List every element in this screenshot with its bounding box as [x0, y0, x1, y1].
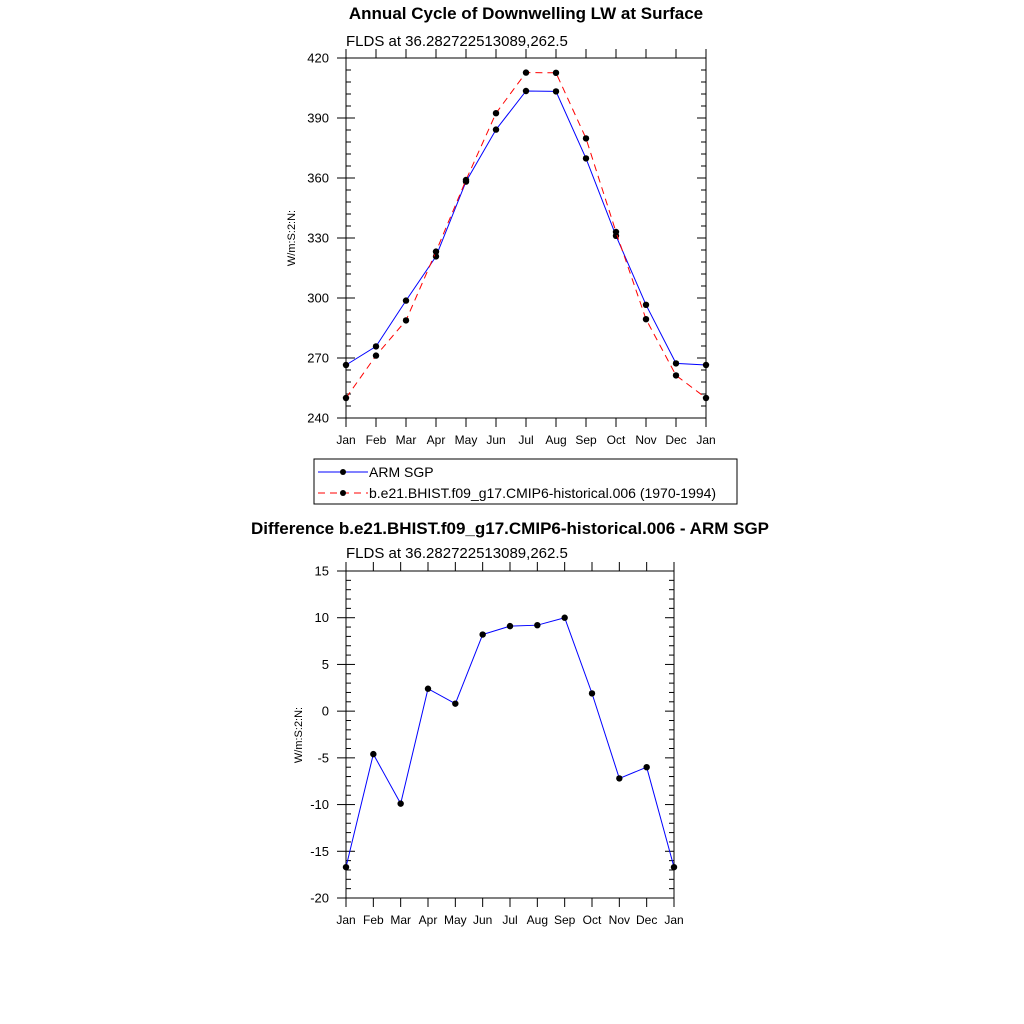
x-tick-label: Aug: [526, 913, 549, 927]
series-1-point: [553, 70, 559, 76]
x-tick-label: Apr: [418, 913, 438, 927]
series-0-point: [397, 800, 403, 806]
series-0-point: [452, 700, 458, 706]
difference-panel: [251, 519, 769, 927]
x-tick-label: Jun: [486, 433, 506, 447]
y-tick-label: -10: [310, 797, 329, 813]
series-0-point: [643, 764, 649, 770]
x-tick-label: May: [454, 433, 478, 447]
series-1-point: [643, 316, 649, 322]
legend-marker-arm-sgp: [340, 469, 346, 475]
series-0-point: [673, 360, 679, 366]
x-tick-label: Sep: [553, 913, 576, 927]
y-tick-label: 390: [307, 110, 329, 126]
x-tick-label: Nov: [608, 913, 631, 927]
series-0-point: [343, 362, 349, 368]
plot-frame: [346, 58, 706, 418]
series-1-point: [343, 395, 349, 401]
chart-title: Annual Cycle of Downwelling LW at Surface: [348, 4, 704, 23]
series-1-point: [583, 135, 589, 141]
x-tick-label: Jan: [336, 913, 356, 927]
y-tick-label: 10: [314, 610, 329, 626]
series-0-point: [583, 155, 589, 161]
series-0-point: [370, 751, 376, 757]
x-tick-label: Mar: [395, 433, 417, 447]
y-tick-label: 330: [307, 230, 329, 246]
x-tick-label: Jan: [696, 433, 716, 447]
y-tick-label: 300: [307, 290, 329, 306]
y-tick-label: -5: [317, 750, 329, 766]
x-tick-label: Jul: [502, 913, 518, 927]
series-0-point: [343, 864, 349, 870]
y-tick-label: 0: [321, 703, 329, 719]
series-0-point: [553, 88, 559, 94]
x-tick-label: Nov: [635, 433, 657, 447]
legend-marker-model: [340, 490, 346, 496]
y-tick-label: 240: [307, 410, 329, 426]
series-1-point: [463, 177, 469, 183]
legend: [314, 459, 737, 504]
series-1-point: [673, 372, 679, 378]
series-0-point: [643, 302, 649, 308]
x-tick-label: Aug: [545, 433, 567, 447]
plot-area: [310, 562, 683, 927]
y-tick-label: 270: [307, 350, 329, 366]
series-0-point: [493, 126, 499, 132]
series-line-0: [346, 618, 674, 867]
series-1-point: [403, 317, 409, 323]
x-tick-label: Oct: [582, 913, 602, 927]
x-tick-label: Jun: [472, 913, 493, 927]
series-1-point: [373, 352, 379, 358]
x-tick-label: Jul: [518, 433, 534, 447]
series-0-point: [523, 88, 529, 94]
series-0-point: [671, 864, 677, 870]
x-tick-label: Oct: [606, 433, 626, 447]
x-tick-label: Dec: [635, 913, 658, 927]
x-tick-label: Jan: [336, 433, 356, 447]
plot-frame: [346, 571, 674, 898]
y-axis-label: W/m:S:2:N:: [293, 706, 305, 764]
series-line-1: [346, 73, 706, 398]
series-1-point: [493, 110, 499, 116]
series-1-point: [613, 229, 619, 235]
series-0-point: [534, 622, 540, 628]
y-tick-label: 5: [321, 656, 329, 672]
x-tick-label: Dec: [665, 433, 687, 447]
chart-subtitle: FLDS at 36.282722513089,262.5: [346, 545, 568, 562]
series-1-point: [433, 248, 439, 254]
series-0-point: [425, 686, 431, 692]
series-0-point: [589, 690, 595, 696]
y-tick-label: 420: [307, 50, 329, 66]
x-tick-label: May: [443, 913, 467, 927]
series-1-point: [523, 69, 529, 75]
series-0-point: [703, 362, 709, 368]
plot-area: [307, 49, 715, 447]
y-tick-label: 360: [307, 170, 329, 186]
y-tick-label: -15: [310, 843, 329, 859]
y-tick-label: 15: [314, 563, 329, 579]
series-0-point: [373, 343, 379, 349]
x-tick-label: Apr: [426, 433, 446, 447]
series-0-point: [616, 775, 622, 781]
annual-cycle-panel: [286, 4, 737, 504]
series-0-point: [479, 631, 485, 637]
series-0-point: [561, 615, 567, 621]
series-line-0: [346, 91, 706, 365]
chart-title: Difference b.e21.BHIST.f09_g17.CMIP6-historical.006 - ARM SGP: [250, 519, 770, 538]
series-0-point: [507, 623, 513, 629]
y-axis-label: W/m:S:2:N:: [286, 209, 298, 267]
chart-subtitle: FLDS at 36.282722513089,262.5: [346, 33, 568, 50]
x-tick-label: Jan: [664, 913, 684, 927]
x-tick-label: Mar: [390, 913, 412, 927]
x-tick-label: Feb: [362, 913, 384, 927]
x-tick-label: Feb: [365, 433, 387, 447]
legend-label-arm-sgp: ARM SGP: [369, 464, 434, 480]
legend-label-model: b.e21.BHIST.f09_g17.CMIP6-historical.006 (1970-1994): [369, 485, 717, 501]
series-0-point: [403, 297, 409, 303]
y-tick-label: -20: [310, 890, 329, 906]
x-tick-label: Sep: [575, 433, 597, 447]
series-1-point: [703, 395, 709, 401]
